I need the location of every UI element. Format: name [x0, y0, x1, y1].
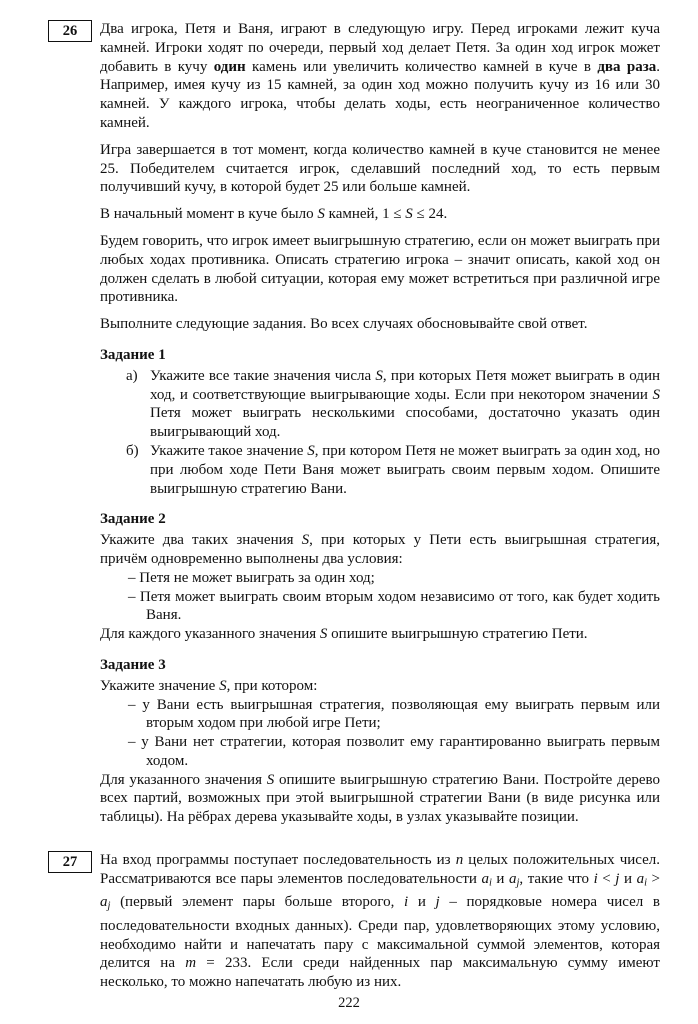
text-segment: a	[100, 894, 108, 911]
text-segment: Укажите значение	[100, 677, 220, 694]
text-segment: целых положительных чисел. Рассматриваются все пары элементов последовательности	[100, 852, 661, 887]
list-item-label: а)	[126, 367, 138, 384]
text-segment: Для каждого указанного значения	[100, 626, 320, 643]
task-heading	[100, 346, 660, 365]
task-heading	[100, 656, 660, 675]
paragraph	[100, 205, 660, 224]
text-segment: один	[213, 58, 246, 75]
text-segment: , при котором:	[226, 677, 318, 694]
dash-item	[100, 696, 660, 734]
text-segment: S	[652, 386, 660, 403]
text-segment: Петя может выиграть несколькими способами, достаточно указать один выигрывающий ход.	[150, 405, 660, 441]
text-segment: На вход программы поступает последовательность из	[100, 852, 456, 869]
text-segment: j	[107, 900, 111, 912]
text-segment: a	[636, 870, 645, 887]
text-segment: – Петя не может выиграть за один ход;	[128, 569, 375, 586]
text-segment: опишите выигрышную стратегию Вани. Постройте дерево всех партий, возможных при этой выигрышной стратегии Вани (в виде рисунка или таблицы). На рёбрах дерева указывайте ходы, в узлах указывайте позиции.	[100, 771, 660, 826]
text-segment: опишите выигрышную стратегию Пети.	[327, 626, 588, 643]
text-segment: – у Вани есть выигрышная стратегия, позволяющая ему выиграть первым или вторым ходом при любой игре Пети;	[128, 696, 660, 732]
text-segment: a	[481, 870, 489, 887]
text-segment: n	[455, 852, 464, 869]
text-segment: (первый элемент пары больше второго,	[110, 894, 405, 911]
text-segment: S	[219, 677, 227, 694]
text-segment: и	[619, 870, 637, 887]
paragraph	[100, 771, 660, 827]
task-heading	[100, 510, 660, 529]
problem-26-number: 26	[62, 22, 78, 39]
text-segment: S	[319, 626, 328, 643]
text-segment: ≤ 24.	[412, 206, 448, 223]
paragraph	[100, 677, 660, 696]
text-segment: и	[491, 870, 509, 887]
text-segment: , такие что	[519, 870, 594, 887]
paragraph	[100, 625, 660, 644]
text-segment: = 233. Если среди найденных пар максимальную сумму имеют несколько, то можно напечатать любую из них.	[100, 955, 660, 991]
text-segment: S	[375, 367, 383, 384]
text-segment: Выполните следующие задания. Во всех случаях обосновывайте свой ответ.	[100, 316, 588, 333]
problem-27-number: 27	[62, 853, 78, 870]
dash-item	[100, 569, 660, 588]
text-segment: >	[646, 870, 660, 887]
text-segment: Укажите такое значение	[150, 442, 308, 459]
text-segment: камней, 1 ≤	[324, 206, 406, 223]
text-segment: Укажите все такие значения числа	[150, 367, 376, 384]
problem-27-content	[100, 851, 660, 992]
text-segment: S	[307, 442, 315, 459]
text-column	[62, 20, 661, 992]
problem-26-content	[100, 20, 660, 827]
paragraph	[100, 141, 660, 197]
text-segment: S	[266, 771, 275, 788]
text-segment: i	[404, 894, 409, 911]
paragraph	[100, 20, 660, 133]
text-segment: Два игрока, Петя и Ваня, играют в следующую игру. Перед игроками лежит куча камней. Игроки ходят по очереди, первый ход делает Петя. За один ход игрок может добавить в кучу	[100, 21, 660, 75]
text-segment: Игра завершается в тот момент, когда количество камней в куче становится не менее 25. Победителем считается игрок, сделавший последний ход, то есть первым получивший кучу, в которой будет 25 или больше камней.	[100, 141, 660, 196]
text-segment: два раза	[597, 58, 657, 75]
paragraph	[100, 851, 660, 992]
text-segment: Задание 1	[100, 346, 166, 363]
text-segment: – порядковые номера чисел в последовательности входных данных). Среди пар, удовлетворяющих этому условию, необходимо найти и напечатать пару с максимальной суммой элементов, которая делится на	[100, 894, 661, 972]
text-segment: Будем говорить, что игрок имеет выигрышную стратегию, если он может выиграть при любых ходах противника. Описать стратегию игрока – значит описать, какой ход он должен сделать в любой ситуации, которая ему может встретиться при различной игре противника.	[100, 232, 660, 306]
problem-26-number-box	[48, 20, 92, 42]
list-item-label: б)	[126, 442, 139, 459]
text-segment: Укажите два таких значения	[100, 532, 302, 549]
text-segment: i	[593, 870, 598, 887]
text-segment: j	[435, 894, 440, 911]
text-segment: S	[405, 206, 413, 223]
text-segment: S	[317, 206, 325, 223]
text-segment: <	[597, 870, 616, 887]
text-segment: , при которых Петя может выиграть в один ход, и соответствующие выигрывающие ходы. Если при некотором значении	[150, 367, 660, 403]
paragraph	[100, 315, 660, 334]
dash-item	[100, 588, 660, 626]
text-segment: камень или увеличить количество камней в куче в	[245, 58, 598, 75]
text-segment: Для указанного значения	[100, 771, 267, 788]
text-segment: Задание 2	[100, 511, 166, 528]
text-segment: Задание 3	[100, 656, 166, 673]
text-segment: m	[185, 955, 197, 972]
text-segment: , при которых у Пети есть выигрышная стратегия, причём одновременно выполнены два условия:	[100, 532, 660, 567]
paragraph	[100, 232, 660, 307]
text-segment: j	[516, 877, 520, 889]
text-segment: i	[644, 877, 647, 889]
text-segment: . Например, имея кучу из 15 камней, за один ход можно получить кучу из 16 или 30 камней. У каждого игрока, чтобы делать ходы, есть неограниченное количество камней.	[100, 58, 660, 131]
dash-item	[100, 733, 660, 771]
text-segment: i	[488, 877, 492, 889]
text-segment: – у Вани нет стратегии, которая позволит ему гарантированно выиграть первым ходом.	[128, 734, 660, 769]
list-item	[100, 367, 660, 442]
text-segment: a	[508, 870, 517, 887]
text-segment: , при котором Петя не может выиграть за один ход, но при любом ходе Пети Ваня может выиграть своим первым ходом. Опишите выигрышную стратегию Вани.	[150, 442, 660, 497]
list-item	[100, 442, 660, 498]
problem-27	[62, 851, 661, 992]
text-segment: В начальный момент в куче было	[100, 206, 318, 223]
page-number: 222	[338, 995, 360, 1011]
text-segment: j	[615, 870, 620, 887]
problem-26	[62, 20, 660, 827]
paragraph	[100, 531, 660, 569]
text-segment: – Петя может выиграть своим вторым ходом независимо от того, как будет ходить Ваня.	[128, 588, 660, 624]
problem-27-number-box	[48, 851, 92, 873]
text-segment: S	[301, 532, 310, 549]
text-segment: и	[408, 894, 436, 911]
